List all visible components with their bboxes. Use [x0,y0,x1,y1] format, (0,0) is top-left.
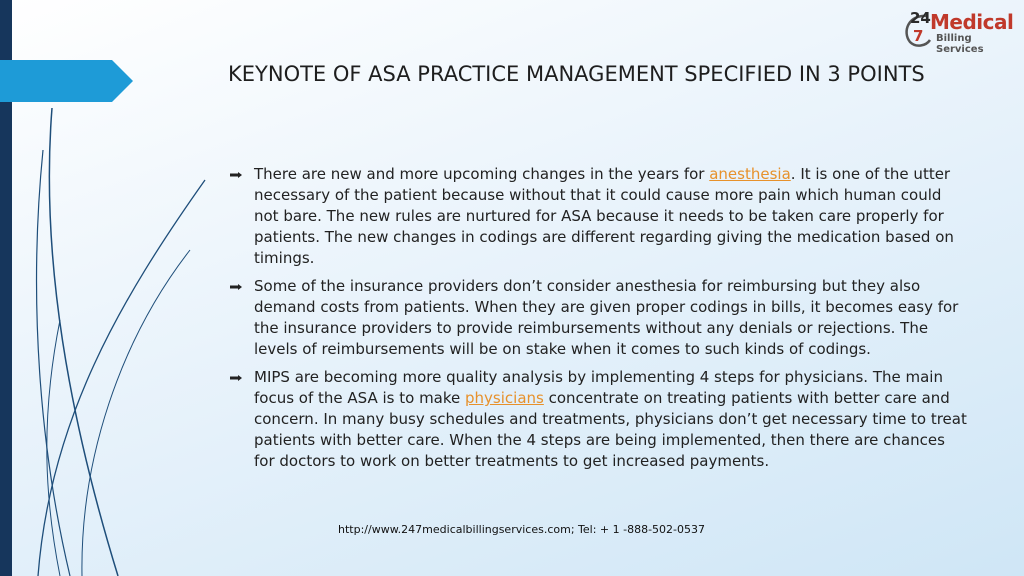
bullet-item [230,367,970,472]
title-arrow-shape [0,60,133,102]
bullet-arrow-icon [230,284,242,290]
company-logo [898,6,1020,55]
logo-number-seven: 7 [913,27,924,45]
bullet-item [230,164,970,269]
bullet-text-before: MIPS are becoming more quality analysis by implementing 4 steps for physicians. The main focus of the ASA is to make [254,368,943,407]
bullet-arrow-icon [230,375,242,381]
bullet-text: Some of the insurance providers don’t consider anesthesia for reimbursing but they also demand costs from patients. When they are given proper codings in bills, it becomes easy for the insurance providers to provide reimbursements without any denials or rejections. The levels of reimbursements will be on stake when it comes to such kinds of codings. [254,277,959,358]
logo-name: Medical [930,10,1014,34]
anesthesia-link[interactable]: anesthesia [709,165,791,183]
physicians-link[interactable]: physicians [465,389,544,407]
bullet-text-after: . It is one of the utter necessary of the patient because without that it could cause more pain which human could not bare. The new rules are nurtured for ASA because it needs to be taken care properly for patients. The new changes in codings are different regarding giving the medication based on timings. [254,165,954,267]
bullet-text-before: There are new and more upcoming changes in the years for [254,165,710,183]
bullet-arrow-icon [230,172,242,178]
logo-subtitle: Billing Services [936,33,984,55]
slide-title: KEYNOTE OF ASA PRACTICE MANAGEMENT SPECIFIED IN 3 POINTS [228,62,925,86]
bullet-list [230,164,970,479]
footer-contact: http://www.247medicalbillingservices.com; Tel: + 1 -888-502-0537 [338,523,706,536]
logo-number: 24 [910,9,931,27]
bullet-item [230,276,970,360]
bullet-text-after: concentrate on treating patients with better care and concern. In many busy schedules and treatments, physicians don’t get necessary time to treat patients with better care. When the 4 steps are being implemented, then there are chances for doctors to work on better treatments to get increased payments. [254,389,967,470]
